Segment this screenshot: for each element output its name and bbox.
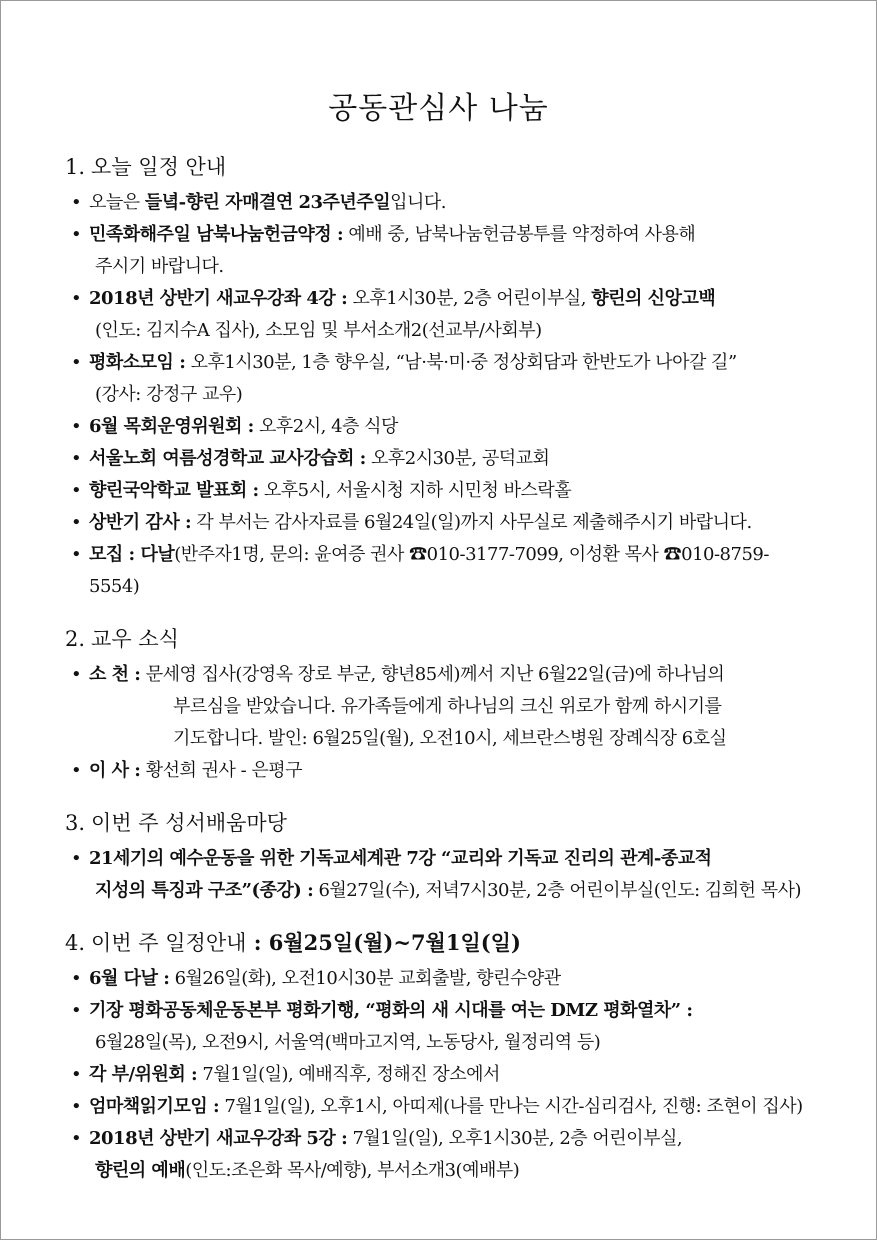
section-week-schedule: [65, 927, 812, 1187]
list-item: • 6월 다날 : 6월26일(화), 오전10시30분 교회출발, 향린수양관: [65, 963, 812, 995]
list-item: • 모집 : 다날(반주자1명, 문의: 윤여증 권사 ☎010-3177-7099, 이성환 목사 ☎010-8759-5554): [65, 539, 812, 603]
list-item: • 상반기 감사 : 각 부서는 감사자료를 6월24일(일)까지 사무실로 제출해주시기 바랍니다.: [65, 507, 812, 539]
list-item: • 서울노회 여름성경학교 교사강습회 : 오후2시30분, 공덕교회: [65, 443, 812, 475]
page-title: 공동관심사 나눔: [328, 91, 549, 126]
list-item: • 기장 평화공동체운동본부 평화기행, “평화의 새 시대를 여는 DMZ 평화열차” : 6월28일(목), 오전9시, 서울역(백마고지역, 노동당사, 월정리역 등): [65, 995, 812, 1059]
section-member-news: [65, 623, 812, 787]
section-heading: 4. 이번 주 일정안내 : 6월25일(월)~7월1일(일): [65, 930, 521, 955]
list-item: • 엄마책읽기모임 : 7월1일(일), 오후1시, 아띠제(나를 만나는 시간-심리검사, 진행: 조현이 집사): [65, 1091, 812, 1123]
section-heading: 2. 교우 소식: [65, 627, 179, 651]
list-item: • 평화소모임 : 오후1시30분, 1층 향우실, “남·북·미·중 정상회담과 한반도가 나아갈 길” (강사: 강정구 교우): [65, 347, 812, 411]
list-item: • 이 사 : 황선희 권사 - 은평구: [65, 755, 812, 787]
list-item: • 민족화해주일 남북나눔헌금약정 : 예배 중, 남북나눔헌금봉투를 약정하여 사용해 주시기 바랍니다.: [65, 219, 812, 283]
list-item: • 향린국악학교 발표회 : 오후5시, 서울시청 지하 시민청 바스락홀: [65, 475, 812, 507]
section-heading: 3. 이번 주 성서배움마당: [65, 811, 287, 835]
item-list: [65, 187, 812, 603]
section-bible-study: [65, 807, 812, 907]
section-today-schedule: [65, 151, 812, 603]
item-list: [65, 659, 812, 787]
list-item: • 21세기의 예수운동을 위한 기독교세계관 7강 “교리와 기독교 진리의 관계-종교적 지성의 특징과 구조”(종강) : 6월27일(수), 저녁7시30분, 2층 어린이부실(인도: 김희헌 목사): [65, 843, 812, 907]
list-item: • 2018년 상반기 새교우강좌 4강 : 오후1시30분, 2층 어린이부실, 향린의 신앙고백 (인도: 김지수A 집사), 소모임 및 부서소개2(선교부/사회부): [65, 283, 812, 347]
list-item: • 각 부/위원회 : 7월1일(일), 예배직후, 정해진 장소에서: [65, 1059, 812, 1091]
section-heading: 1. 오늘 일정 안내: [65, 155, 227, 179]
list-item: • 2018년 상반기 새교우강좌 5강 : 7월1일(일), 오후1시30분, 2층 어린이부실, 향린의 예배(인도:조은화 목사/예향), 부서소개3(예배부): [65, 1123, 812, 1187]
list-item: • 오늘은 들녘-향린 자매결연 23주년주일입니다.: [65, 187, 812, 219]
item-list: [65, 843, 812, 907]
list-item: • 6월 목회운영위원회 : 오후2시, 4층 식당: [65, 411, 812, 443]
list-item: • 소 천 : 문세영 집사(강영옥 장로 부군, 향년85세)께서 지난 6월22일(금)에 하나님의 부르심을 받았습니다. 유가족들에게 하나님의 크신 위로가 함께 하시기를 기도합니다. 발인: 6월25일(월), 오전10시, 세브란스병원 장례식장 6호실: [65, 659, 812, 755]
item-list: [65, 963, 812, 1187]
